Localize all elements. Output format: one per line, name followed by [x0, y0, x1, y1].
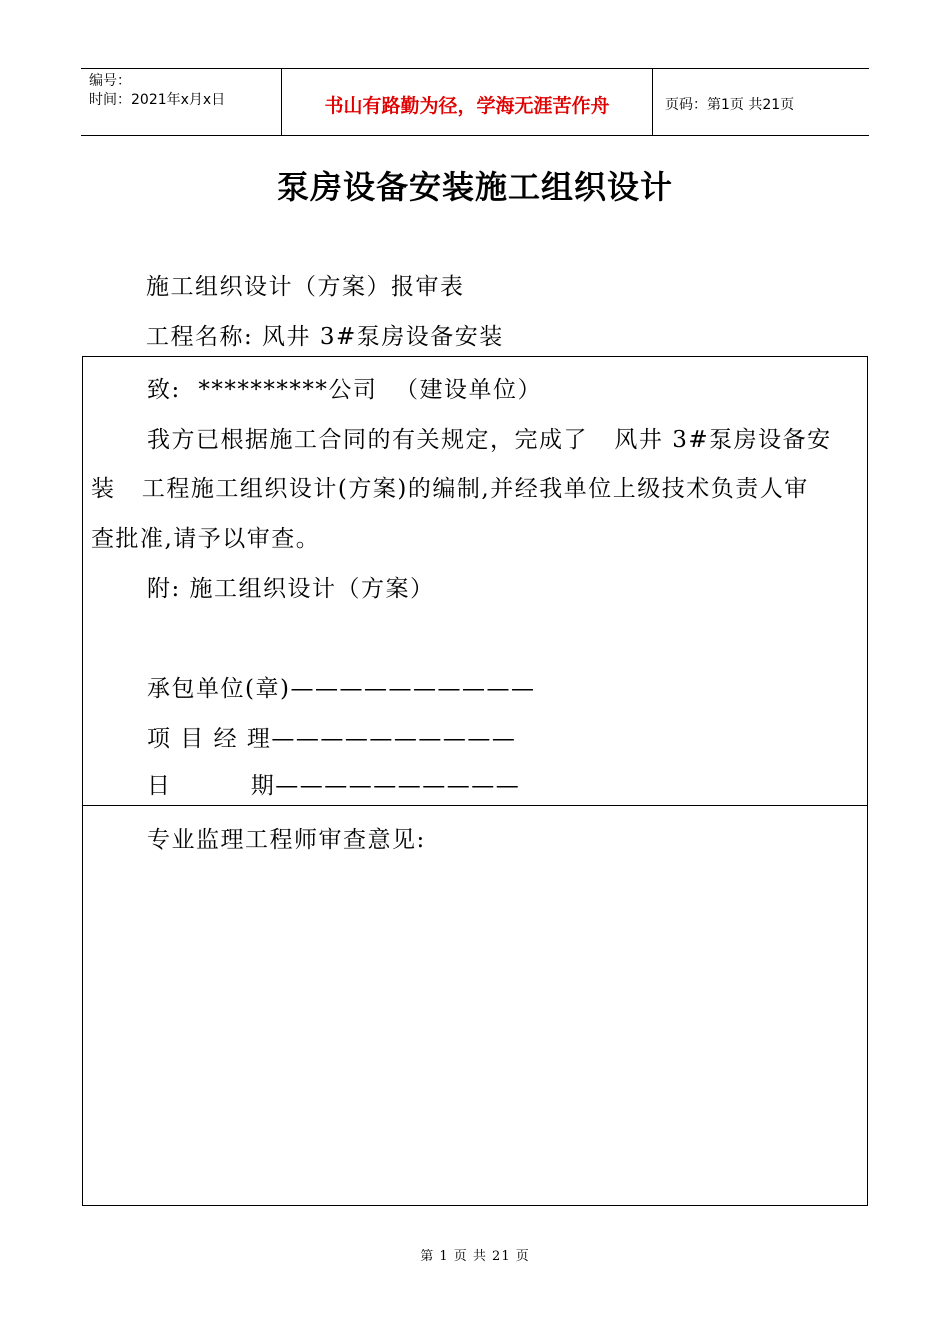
form-box: [82, 356, 868, 1206]
document-title: 泵房设备安装施工组织设计: [276, 168, 673, 206]
project-manager-line: 项 目 经 理——————————: [147, 726, 517, 752]
number-label: 编号：: [89, 73, 131, 89]
project-name: 工程名称: 风井 3#泵房设备安装: [146, 324, 504, 350]
attachment-line: 附: 施工组织设计（方案）: [147, 576, 435, 602]
paragraph-line-2: 装 工程施工组织设计(方案)的编制,并经我单位上级技术负责人审: [91, 476, 809, 502]
motto: 书山有路勤为径，学海无涯苦作舟: [281, 69, 653, 135]
page-footer: 第 1 页 共 21 页: [420, 1249, 530, 1264]
to-line: 致: **********公司 （建设单位）: [147, 377, 542, 403]
header-left-cell: [81, 69, 281, 135]
review-label: 专业监理工程师审查意见:: [147, 827, 426, 853]
date-line: 日 期——————————: [147, 773, 521, 799]
page-info: 页码：第1页 共21页: [665, 97, 795, 113]
contractor-signature-line: 承包单位(章)——————————: [147, 676, 536, 702]
form-name: 施工组织设计（方案）报审表: [146, 274, 465, 300]
time-label: 时间：2021年x月x日: [89, 92, 226, 108]
header-table: [81, 68, 869, 136]
paragraph-line-3: 查批准,请予以审查。: [91, 526, 321, 552]
section-divider: [83, 805, 867, 806]
paragraph-line-1: 我方已根据施工合同的有关规定，完成了 风井 3#泵房设备安: [147, 427, 832, 453]
